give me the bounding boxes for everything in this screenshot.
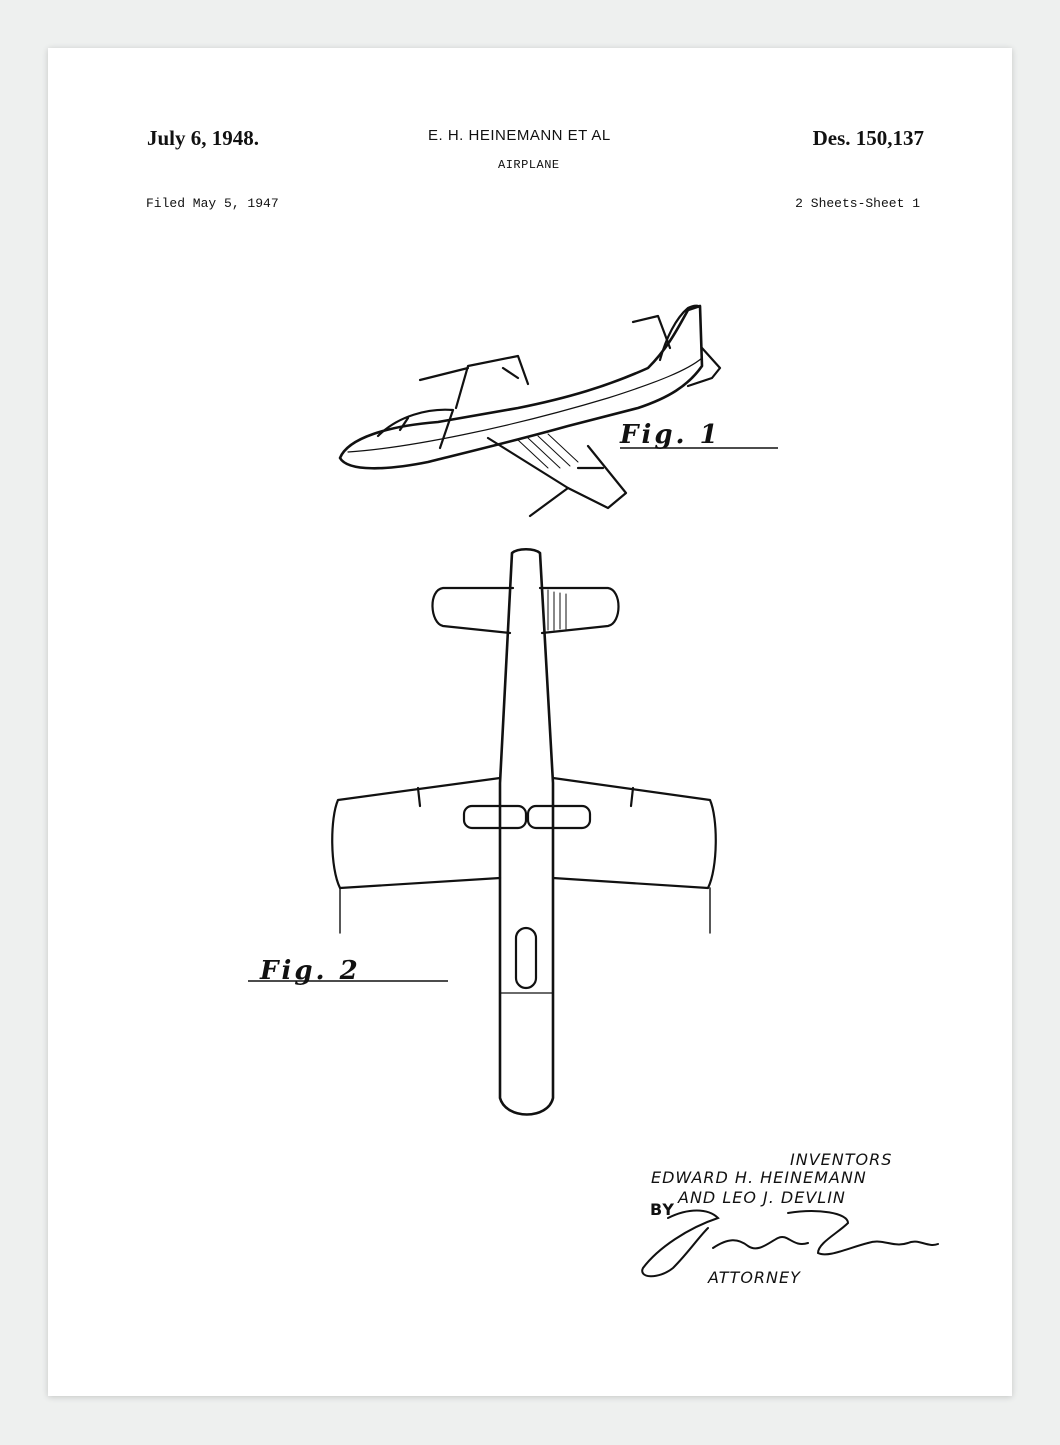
sheet-count: 2 Sheets-Sheet 1 [795,196,920,211]
inventors-heading: INVENTORS [790,1150,893,1169]
fig1-airplane-drawing [340,306,720,516]
patent-number: Des. 150,137 [812,126,924,150]
fig2-airplane-drawing [332,549,716,1114]
patent-title: AIRPLANE [498,158,560,172]
patent-date: July 6, 1948. [147,126,260,150]
inventor-name: E. H. HEINEMANN ET AL [428,127,611,144]
inventor-2: AND LEO J. DEVLIN [678,1188,846,1207]
filed-date: Filed May 5, 1947 [146,196,279,211]
fig2-label: Fig. 2 [260,956,361,986]
patent-drawing [48,48,1012,1396]
patent-sheet [48,48,1012,1396]
by-label: BY [650,1200,675,1219]
attorney-signature [642,1211,938,1277]
fig1-label: Fig. 1 [620,420,721,450]
attorney-label: ATTORNEY [708,1268,801,1287]
inventor-1: EDWARD H. HEINEMANN [651,1168,867,1187]
